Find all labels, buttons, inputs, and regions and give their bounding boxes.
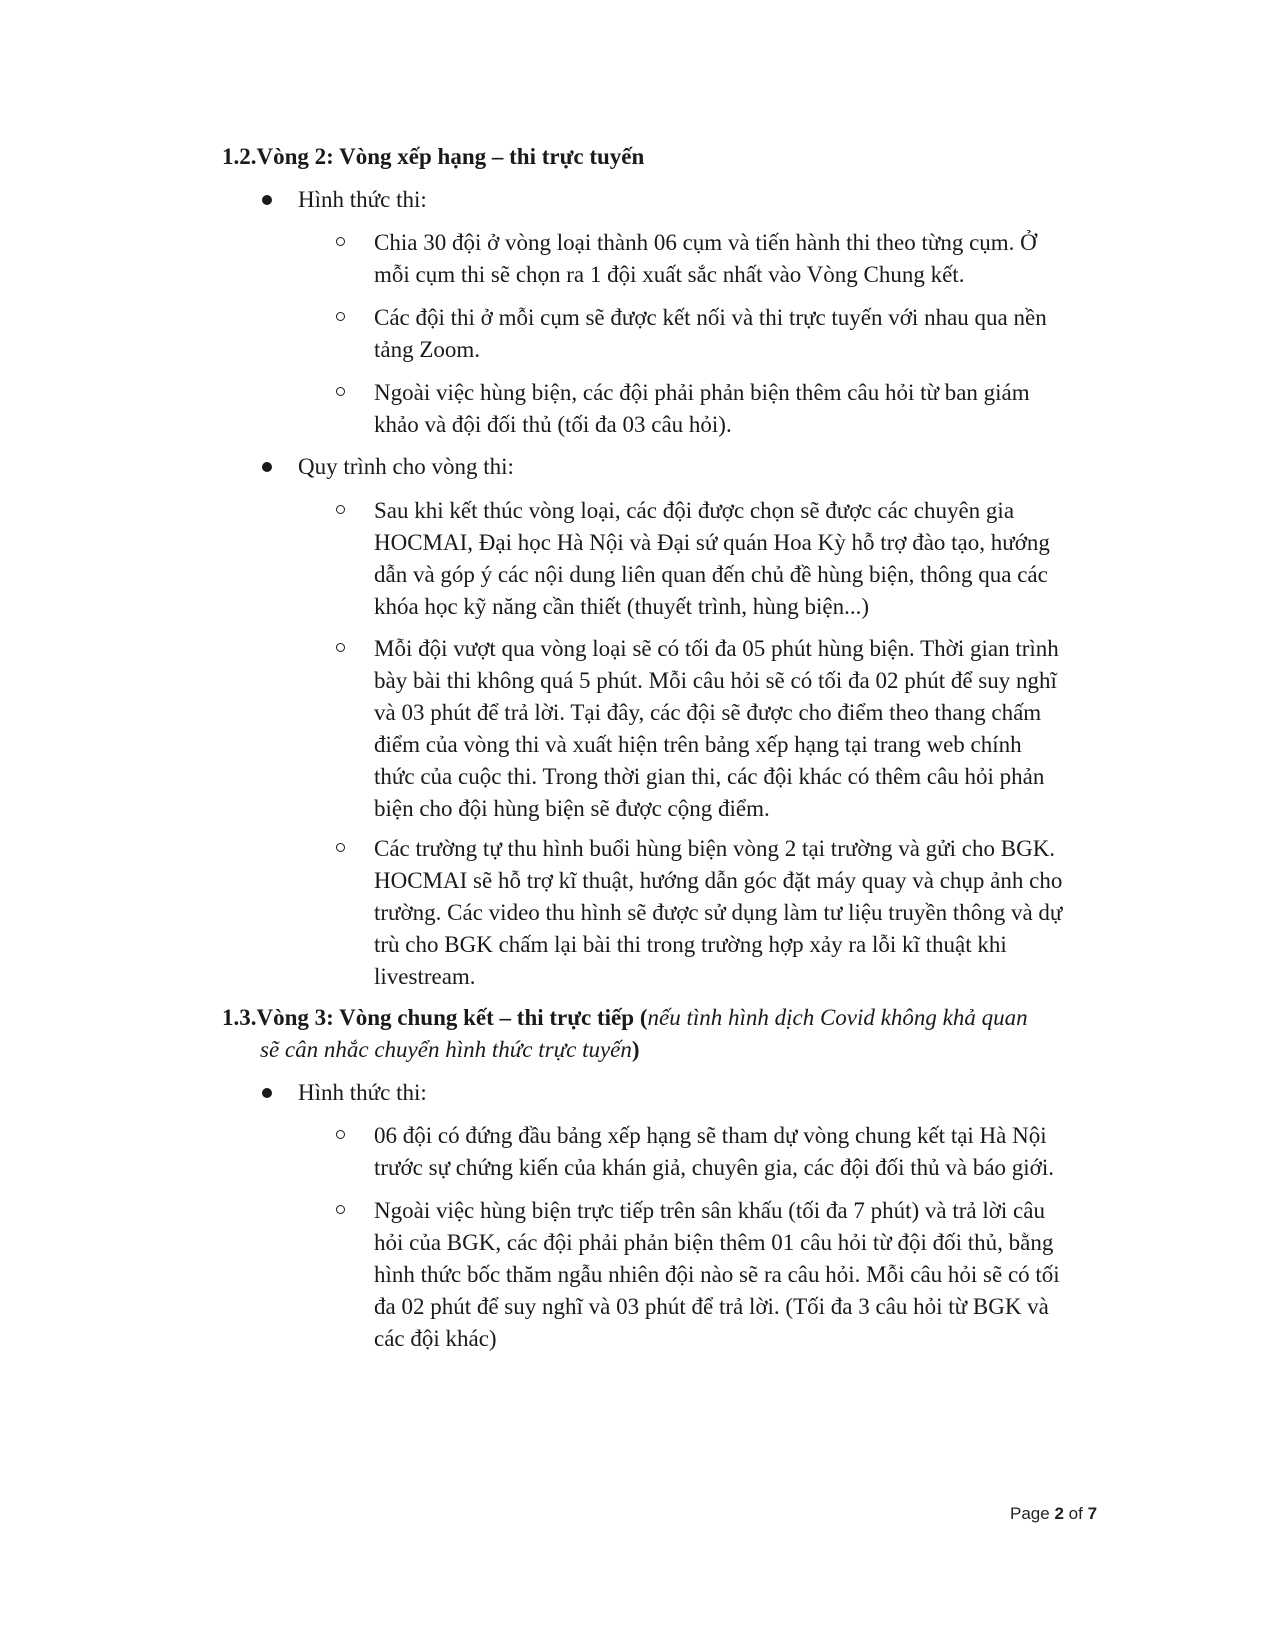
circle-bullet-icon bbox=[336, 312, 345, 321]
bullet-dot-icon bbox=[262, 462, 272, 472]
circle-bullet-icon bbox=[336, 237, 345, 246]
page-number: Page 2 of 7 bbox=[1010, 1504, 1098, 1523]
document-page: 1.2.Vòng 2: Vòng xếp hạng – thi trực tuyến Hình thức thi: Chia 30 đội ở vòng loại thành 06 cụm và tiến hành thi theo từng cụm. Ở mỗi cụm thi sẽ chọn ra 1 đội xuất sắc nhất vào Vòng Chung kết. Các đội thi ở mỗi cụm sẽ được kết nối và thi trực tuyến với nhau qua nền tảng Zoom. Ngoài việc hùng biện, các đội phải phản biện thêm câu hỏi từ ban giám khảo và đội đối thủ (tối đa 03 câu hỏi). Quy trình cho vòng thi: Sau khi kết thúc vòng loại, các đội được chọn sẽ được các chuyên gia HOCMAI, Đại học Hà Nội và Đại sứ quán Hoa Kỳ hỗ trợ đào tạo, hướng dẫn và góp ý các nội dung liên quan đến chủ đề hùng biện, thông qua các khóa học kỹ năng cần thiết (thuyết trình, hùng biện...) Mỗi đội vượt qua vòng loại sẽ có tối đa 05 phút hùng biện. Thời gian trình bày bài thi không quá 5 phút. Mỗi câu hỏi sẽ có tối đa 02 phút để suy nghĩ và 03 phút để trả lời. Tại đây, các đội sẽ được cho điểm theo thang chấm điểm của vòng thi và xuất hiện trên bảng xếp hạng tại trang web chính thức của cuộc thi. Trong thời gian thi, các đội khác có thêm câu hỏi phản biện cho đội hùng biện sẽ được cộng điểm. Các trường tự thu hình buổi hùng biện vòng 2 tại trường và gửi cho BGK. HOCMAI sẽ hỗ trợ kĩ thuật, hướng dẫn góc đặt máy quay và chụp ảnh cho trường. Các video thu hình sẽ được sử dụng làm tư liệu truyền thông và dự trù cho BGK chấm lại bài thi trong trường hợp xảy ra lỗi kĩ thuật khi livestream. 1.3.Vòng 3: Vòng chung kết – thi trực tiếp (nếu tình hình dịch Covid không khả quan sẽ cân nhắc chuyển hình thức trực tuyến) Hình thức thi: 06 đội có đứng đầu bảng xếp hạng sẽ tham dự vòng chung kết tại Hà Nội trước sự chứng kiến của khán giả, chuyên gia, các đội đối thủ và báo giới. Ngoài việc hùng biện trực tiếp trên sân khấu (tối đa 7 phút) và trả lời câu hỏi của BGK, các đội phải phản biện thêm 01 câu hỏi từ đội đối thủ, bằng hình thức bốc thăm ngẫu nhiên đội nào sẽ ra câu hỏi. Mỗi câu hỏi sẽ có tối đa 02 phút để suy nghĩ và 03 phút để trả lời. (Tối đa 3 câu hỏi từ BGK và các đội khác) Page 2 of 7 bbox=[0, 0, 1275, 1650]
section-heading-1-3: 1.3.Vòng 3: Vòng chung kết – thi trực tiếp (nếu tình hình dịch Covid không khả quan sẽ cân nhắc chuyển hình thức trực tuyến) bbox=[222, 1005, 1028, 1062]
circle-bullet-icon bbox=[336, 505, 345, 514]
circle-bullet-icon bbox=[336, 387, 345, 396]
circle-bullet-icon bbox=[336, 643, 345, 652]
bullet-dot-icon bbox=[262, 195, 272, 205]
bullet-dot-icon bbox=[262, 1088, 272, 1098]
circle-bullet-icon bbox=[336, 1130, 345, 1139]
circle-bullet-icon bbox=[336, 1205, 345, 1214]
section-heading-1-2: 1.2.Vòng 2: Vòng xếp hạng – thi trực tuyến bbox=[222, 144, 645, 169]
circle-bullet-icon bbox=[336, 843, 345, 852]
